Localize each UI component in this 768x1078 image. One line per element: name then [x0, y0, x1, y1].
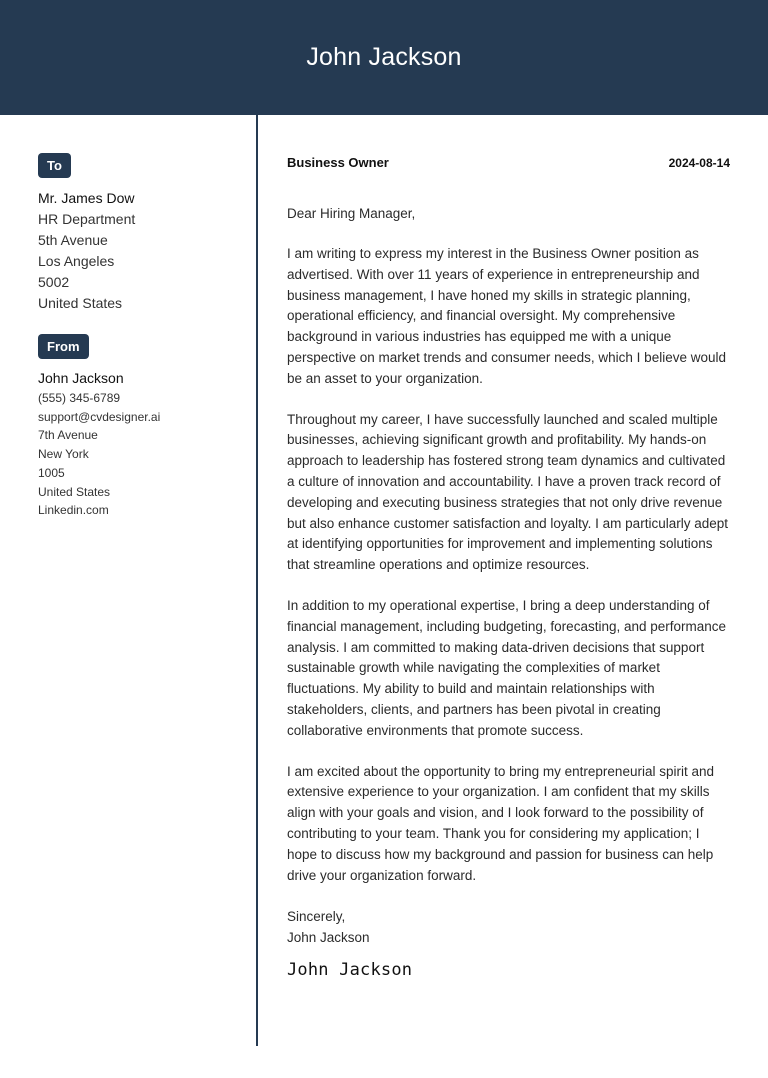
sender-country: United States [38, 484, 111, 499]
recipient-address [38, 188, 243, 314]
closing [287, 906, 730, 948]
closing-phrase: Sincerely, [287, 909, 346, 925]
paragraph: In addition to my operational expertise, I bring a deep understanding of financial management, including budgeting, forecasting, and performance analysis. I am committed to making data-driven decisions that support sustainable growth while navigating the complexities of market fluctuations. My ability to build and maintain relationships with stakeholders, clients, and partners has been pivotal in creating collaborative environments that promote success. [287, 597, 727, 738]
letter-heading-row [287, 153, 730, 173]
sender-email: support@cvdesigner.ai [38, 409, 161, 424]
closing-name: John Jackson [287, 930, 370, 946]
from-label: From [38, 334, 89, 359]
sender-phone: (555) 345-6789 [38, 391, 121, 405]
letter-date: 2024-08-14 [668, 156, 730, 170]
sender-section [38, 334, 243, 520]
letter-body [287, 153, 730, 982]
paragraph: I am writing to express my interest in the Business Owner position as advertised. With over 11 years of experience in entrepreneurship and business management, I have honed my skills in strategic planning, operational efficiency, and financial oversight. My comprehensive background in various industries has equipped me with a unique perspective on market trends and consumer needs, which I believe would be an asset to your organization. [287, 246, 726, 386]
recipient-line: United States [38, 295, 123, 311]
sender-linkedin: Linkedin.com [38, 503, 109, 518]
header-banner [0, 0, 768, 115]
applicant-name-title: John Jackson [306, 43, 462, 71]
signature: John Jackson [287, 960, 413, 981]
salutation: Dear Hiring Manager, [287, 206, 416, 221]
sender-name: John Jackson [38, 370, 124, 386]
position-title: Business Owner [287, 155, 389, 170]
to-label: To [38, 153, 71, 178]
recipient-section [38, 153, 243, 314]
recipient-line: HR Department [38, 211, 136, 227]
recipient-line: 5th Avenue [38, 232, 108, 248]
sidebar [38, 153, 243, 520]
recipient-name: Mr. James Dow [38, 190, 135, 206]
recipient-line: Los Angeles [38, 253, 115, 269]
paragraph: I am excited about the opportunity to bring my entrepreneurial spirit and extensive experience to your organization. I am confident that my skills align with your goals and vision, and I look forward to the possibility of contributing to your team. Thank you for considering my application; I hope to discuss how my background and passion for business can help drive your organization forward. [287, 763, 714, 883]
paragraph: Throughout my career, I have successfully launched and scaled multiple businesses, achieving significant growth and profitability. My hands-on approach to leadership has fostered strong team dynamics and cultivated a culture of innovation and accountability. I have a proven track record of developing and executing business strategies that not only drive revenue but also enhance customer satisfaction and loyalty. I am particularly adept at identifying opportunities for improvement and implementing solutions that streamline operations and optimize resources. [287, 411, 728, 573]
sender-city: New York [38, 447, 89, 462]
vertical-divider [256, 115, 258, 1046]
sender-street: 7th Avenue [38, 428, 98, 443]
recipient-line: 5002 [38, 274, 70, 290]
sender-zip: 1005 [38, 465, 65, 480]
